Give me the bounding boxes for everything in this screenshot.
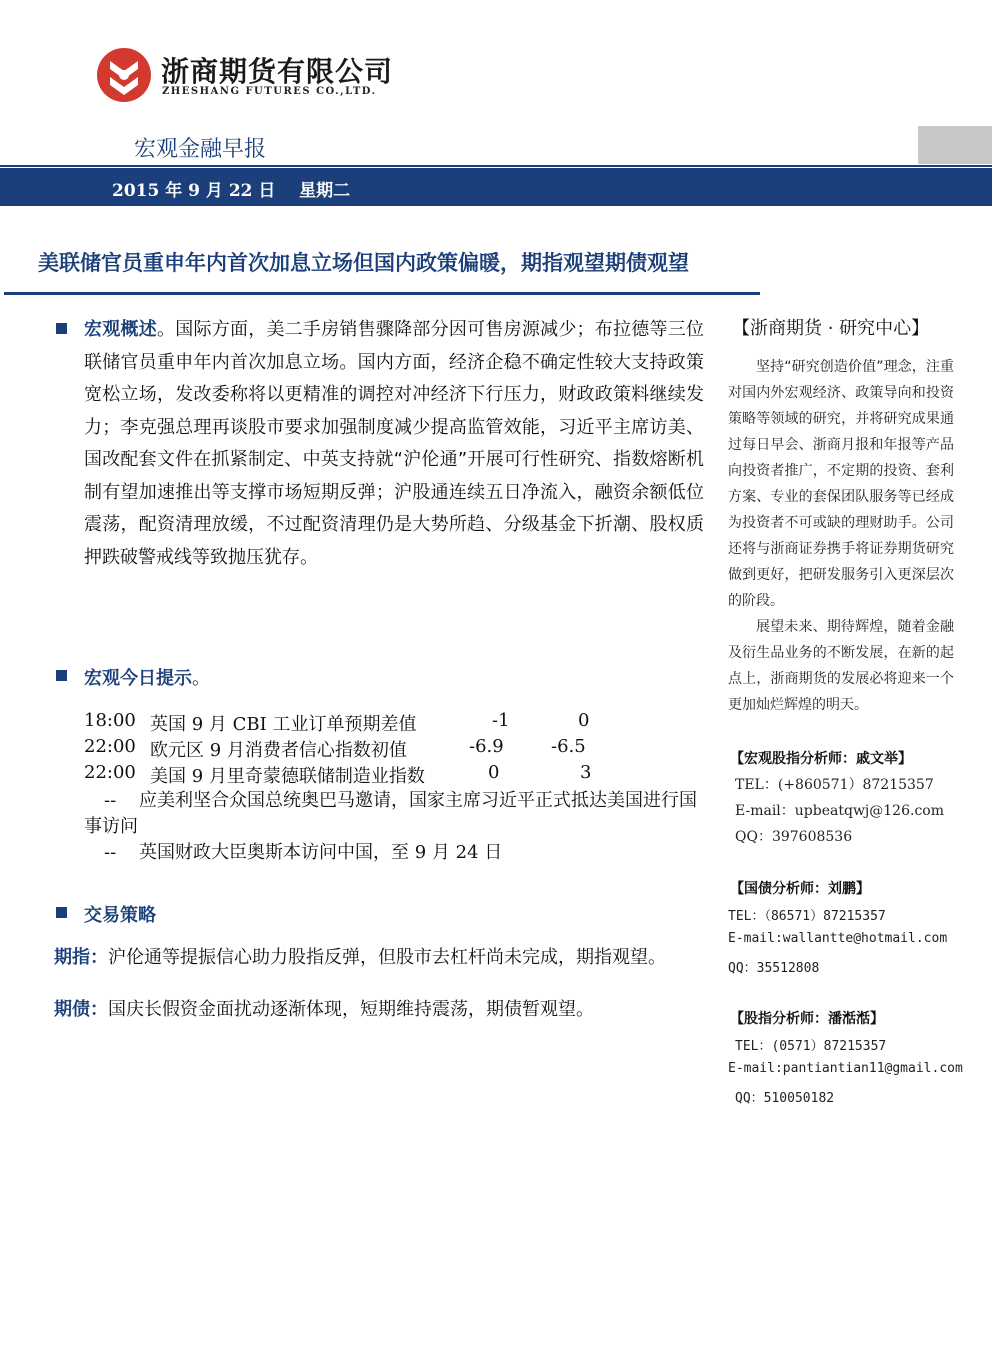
strategy-bond-futures <box>54 997 704 1023</box>
news-note: -- 英国财政大臣奥斯本访问中国，至 9 月 24 日 <box>104 842 503 863</box>
bullet-icon <box>56 670 67 681</box>
analyst-email[interactable]: E-mail:wallantte@hotmail.com <box>728 931 948 946</box>
company-name-en: ZHESHANG FUTURES CO.,LTD. <box>162 86 377 97</box>
research-center-outlook: 展望未来、期待辉煌，随着金融及衍生品业务的不断发展，在新的起点上，浙商期货的发展必将迎来一个更加灿烂辉煌的明天。 <box>728 619 954 713</box>
today-section-title: 宏观今日提示。 <box>84 668 210 689</box>
strategy-index-futures <box>54 945 704 971</box>
event-time: 18:00 <box>84 710 136 731</box>
analyst-email[interactable]: E-mail:pantiantian11@gmail.com <box>728 1061 963 1076</box>
company-logo-icon <box>96 47 152 103</box>
strategy-label: 期指： <box>54 947 108 968</box>
event-forecast: 0 <box>578 710 590 731</box>
research-center-intro: 坚持“研究创造价值”理念，注重对国内外宏观经济、政策导向和投资策略等领域的研究，并将研究成果通过每日早会、浙商月报和年报等产品向投资者推广，不定期的投资、套利方案、专业的套保团队服务等已经成为投资者不可或缺的理财助手。公司还将与浙商证券携手将证券期货研究做到更好，把研发服务引入更深层次的阶段。 <box>728 359 954 609</box>
bullet-icon <box>56 907 67 918</box>
analyst-tel: TEL：（86571）87215357 <box>728 909 886 924</box>
analyst-heading: 【股指分析师：潘湉湉】 <box>730 1011 884 1027</box>
analyst-heading: 【宏观股指分析师：戚文举】 <box>730 751 912 767</box>
news-note: -- 应美利坚合众国总统奥巴马邀请，国家主席习近平正式抵达美国进行国事访问 <box>84 790 698 837</box>
overview-paragraph <box>84 314 704 574</box>
event-desc: 美国 9 月里奇蒙德联储制造业指数 <box>150 766 425 787</box>
event-time: 22:00 <box>84 762 136 783</box>
event-time: 22:00 <box>84 736 136 757</box>
analyst-qq: QQ：35512808 <box>728 961 820 976</box>
strategy-text: 沪伦通等提振信心助力股指反弹，但股市去杠杆尚未完成，期指观望。 <box>108 947 666 968</box>
analyst-qq: QQ：510050182 <box>735 1091 835 1106</box>
header-decoration <box>918 126 992 164</box>
event-prev: -1 <box>492 710 510 731</box>
bullet-icon <box>56 323 67 334</box>
analyst-qq: QQ：397608536 <box>735 829 853 845</box>
header-rule <box>0 165 992 167</box>
event-prev: -6.9 <box>469 736 504 757</box>
strategy-text: 国庆长假资金面扰动逐渐体现，短期维持震荡，期债暂观望。 <box>108 999 594 1020</box>
strategy-label: 期债： <box>54 999 108 1020</box>
event-forecast: 3 <box>580 762 592 783</box>
overview-body: 。国际方面，美二手房销售骤降部分因可售房源减少；布拉德等三位联储官员重申年内首次加息立场。国内方面，经济企稳不确定性较大支持政策宽松立场，发改委称将以更精准的调控对冲经济下行压力，财政政策料继续发力；李克强总理再谈股市要求加强制度减少提高监管效能，习近平主席访美、国改配套文件在抓紧制定、中英支持就“沪伦通”开展可行性研究、指数熔断机制有望加速推出等支撑市场短期反弹；沪股通连续五日净流入，融资余额低位震荡，配资清理放缓，不过配资清理仍是大势所趋、分级基金下折潮、股权质押跌破警戒线等致抛压犹存。 <box>84 319 705 568</box>
event-desc: 英国 9 月 CBI 工业订单预期差值 <box>150 714 417 735</box>
strategy-section-title: 交易策略 <box>84 905 156 926</box>
report-type: 宏观金融早报 <box>134 137 267 162</box>
overview-title: 宏观概述 <box>84 319 157 340</box>
event-desc: 欧元区 9 月消费者信心指数初值 <box>150 740 407 761</box>
headline: 美联储官员重申年内首次加息立场但国内政策偏暖，期指观望期债观望 <box>38 251 689 275</box>
analyst-heading: 【国债分析师：刘鹏】 <box>730 881 870 897</box>
report-date: 2015 年 9 月 22 日 星期二 <box>112 181 351 201</box>
research-center-title: 【浙商期货 · 研究中心】 <box>732 318 930 339</box>
headline-rule <box>4 292 760 295</box>
analyst-email[interactable]: E-mail：upbeatqwj@126.com <box>735 803 944 819</box>
analyst-tel: TEL：(0571）87215357 <box>735 1039 887 1054</box>
company-name-cn: 浙商期货有限公司 <box>161 55 394 88</box>
analyst-tel: TEL：(+860571）87215357 <box>735 777 934 793</box>
event-prev: 0 <box>488 762 500 783</box>
event-forecast: -6.5 <box>551 736 586 757</box>
